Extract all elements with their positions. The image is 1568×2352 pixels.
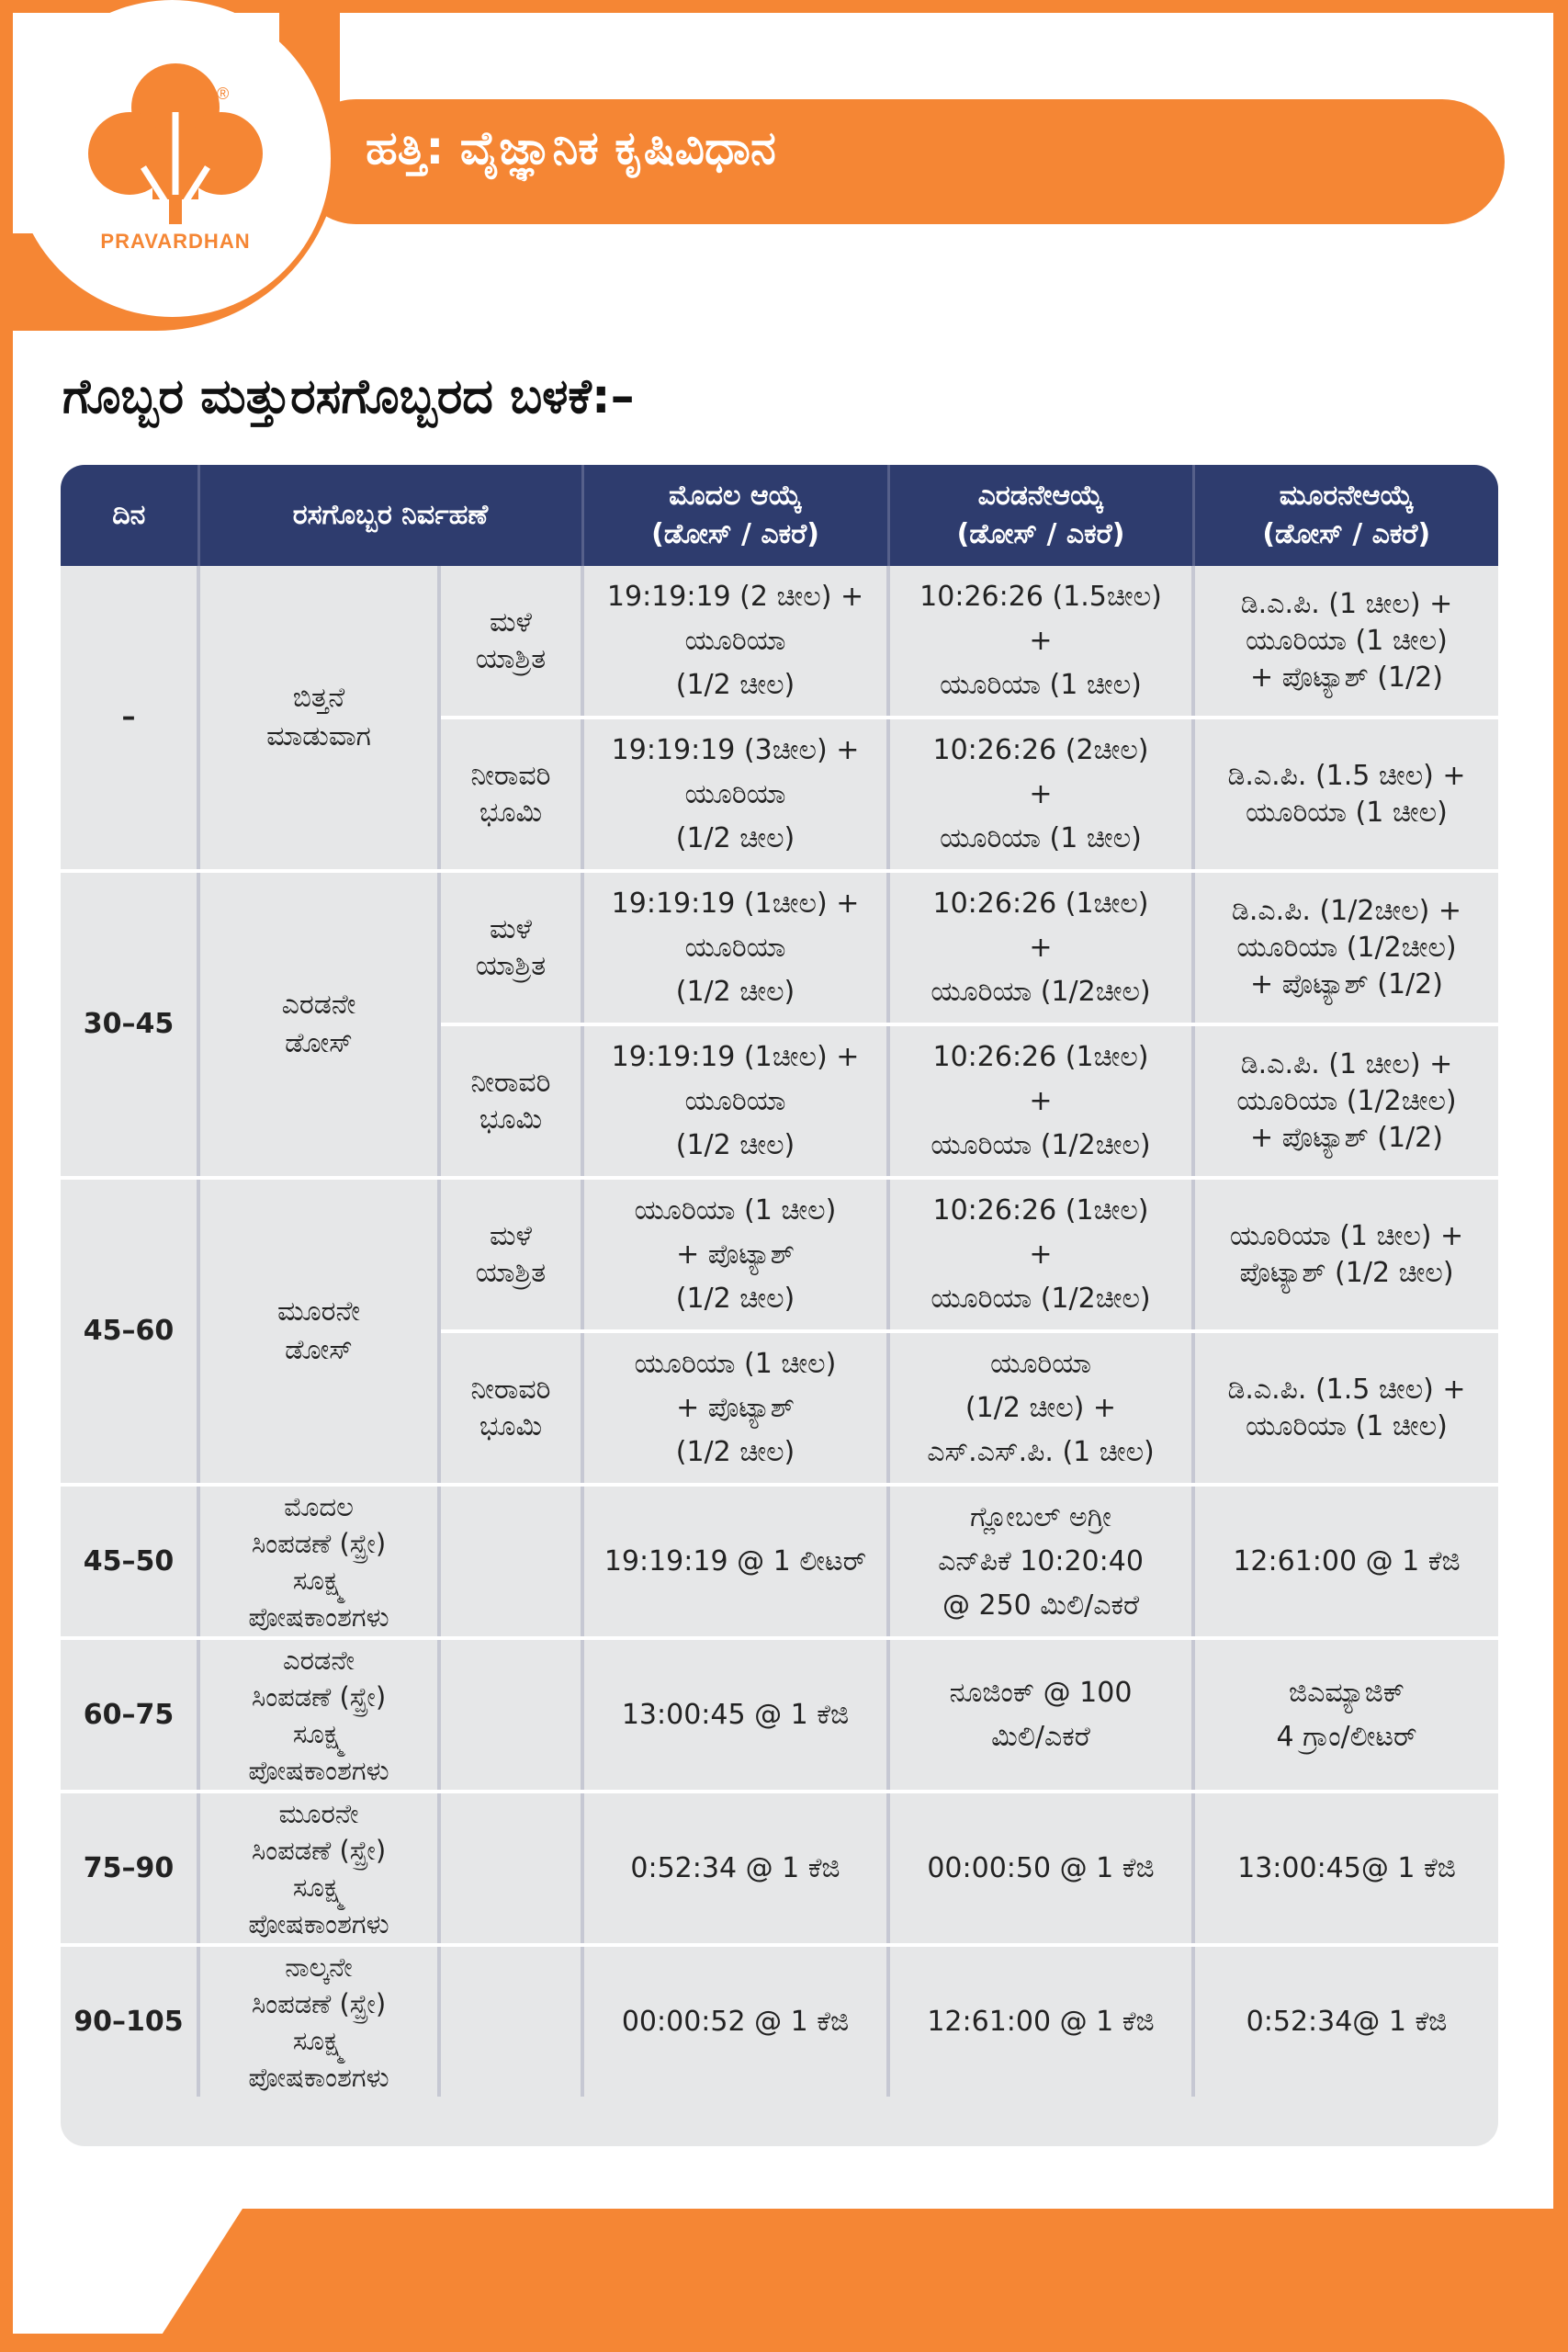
spray-row [61,1485,1498,1638]
dose-name-line: ಡೋಸ್ [285,1334,353,1366]
spray-name-cell [198,1485,439,1638]
dose-line: 00:00:52 @ 1 ಕೆಜಿ [621,2005,850,2038]
land-type-line: ಯಾಶ್ರಿತ [475,949,547,982]
option-1-cell [582,1485,888,1638]
dose-line: + ಪೊಟ್ಯಾಶ್ (1/2) [1250,967,1443,1001]
option-2-cell [888,1024,1193,1178]
dose-line: 12:61:00 @ 1 ಕೆಜಿ [1233,1544,1461,1577]
spray-row [61,1638,1498,1792]
dose-line: ಯೂರಿಯಾ [684,1084,786,1117]
table-header-row [61,465,1498,566]
option-2-cell [888,1638,1193,1792]
footer-base [0,2334,1568,2352]
dose-line: 0:52:34 @ 1 ಕೆಜಿ [630,1851,840,1884]
dose-line: (1/2 ಚೀಲ) [675,975,795,1008]
option-2-cell [888,718,1193,871]
dose-name-line: ಎರಡನೇ [281,989,356,1021]
header-option-2-unit: (ಡೋಸ್ / ಎಕರೆ) [956,518,1125,550]
header-option-1-unit: (ಡೋಸ್ / ಎಕರೆ) [651,518,819,550]
spray-name-line: ನಾಲ್ಕನೇ [285,1951,353,1983]
spray-name-cell [198,1945,439,2097]
dose-line: ಯೂರಿಯಾ (1 ಚೀಲ) [1246,1409,1448,1442]
dose-line: ಎನ್‌ಪಿಕೆ 10:20:40 [938,1544,1144,1577]
land-type-cell [439,718,582,871]
dose-line: ಡಿ.ಎ.ಪಿ. (1.5 ಚೀಲ) + [1227,759,1466,792]
land-type-line: ಭೂಮಿ [479,1409,543,1442]
dose-line: ಯೂರಿಯಾ (1/2ಚೀಲ) [931,1128,1151,1161]
spray-name-line: ಪೋಷಕಾಂಶಗಳು [248,1907,389,1939]
dose-line: ಯೂರಿಯಾ (1 ಚೀಲ) [1246,624,1448,657]
spray-name-line: ಪೋಷಕಾಂಶಗಳು [248,1754,389,1786]
dose-line: ಯೂರಿಯಾ [990,1347,1091,1380]
dose-line: 10:26:26 (2ಚೀಲ) [932,733,1149,766]
spray-name-line: ಸಿಂಪಡಣೆ (ಸ್ಪ್ರೇ) [251,1680,387,1713]
table-row [61,566,1498,718]
dose-line: ಯೂರಿಯಾ (1/2ಚೀಲ) [931,1282,1151,1315]
option-3-cell [1193,1945,1498,2097]
dose-line: ಯೂರಿಯಾ (1/2ಚೀಲ) [1236,1084,1457,1117]
frame-left [0,0,13,2352]
dose-line: + [1029,777,1053,810]
spray-name-line: ಮೊದಲ [284,1490,354,1522]
day-cell: – [61,566,198,871]
header-option-1-title: ಮೊದಲ ಆಯ್ಕೆ [669,480,802,512]
header-option-1 [582,465,888,566]
dose-line: ಜಿಎಮ್ಯಾಜಿಕ್ [1288,1676,1405,1709]
dose-name-cell [198,871,439,1178]
land-type-cell [439,1331,582,1485]
section-title: ಗೊಬ್ಬರ ಮತ್ತುರಸಗೊಬ್ಬರದ ಬಳಕೆ:– [62,369,635,424]
option-2-cell [888,1485,1193,1638]
header-option-3-title: ಮೂರನೇಆಯ್ಕೆ [1279,480,1414,512]
dose-line: (1/2 ಚೀಲ) + [964,1391,1117,1424]
dose-line: ಯೂರಿಯಾ [684,777,786,810]
spray-name-cell [198,1792,439,1945]
registered-mark: ® [217,85,230,103]
day-cell: 45–50 [61,1485,198,1638]
option-2-cell [888,1792,1193,1945]
dose-line: ಯೂರಿಯಾ (1/2ಚೀಲ) [931,975,1151,1008]
dose-line: 13:00:45 @ 1 ಕೆಜಿ [621,1698,850,1731]
dose-line: (1/2 ಚೀಲ) [675,668,795,701]
empty-cell [439,1945,582,2097]
land-type-line: ಮಳೆ [489,605,533,639]
dose-line: ಯೂರಿಯಾ (1/2ಚೀಲ) [1236,931,1457,964]
header-day: ದಿನ [61,465,198,566]
dose-line: ಎಸ್.ಎಸ್.ಪಿ. (1 ಚೀಲ) [927,1435,1155,1468]
page-title: ಹತ್ತಿ: ವೈಜ್ಞಾನಿಕ ಕೃಷಿವಿಧಾನ [366,121,776,175]
dose-line: 19:19:19 @ 1 ಲೀಟರ್ [604,1544,867,1577]
footer-band [0,2209,1568,2352]
spray-name-line: ಪೋಷಕಾಂಶಗಳು [248,2061,389,2093]
dose-line: ಡಿ.ಎ.ಪಿ. (1 ಚೀಲ) + [1240,1047,1453,1080]
dose-name-line: ಮೂರನೇ [276,1295,361,1328]
header-option-2 [888,465,1193,566]
dose-line: (1/2 ಚೀಲ) [675,1282,795,1315]
empty-cell [439,1638,582,1792]
dose-line: + ಪೊಟ್ಯಾಶ್ (1/2) [1250,661,1443,694]
dose-line: ಪೊಟ್ಯಾಶ್ (1/2 ಚೀಲ) [1239,1256,1454,1289]
land-type-line: ನೀರಾವರಿ [470,1373,551,1406]
land-type-line: ಮಳೆ [489,1219,533,1252]
dose-name-line: ಮಾಡುವಾಗ [266,720,371,752]
dose-line: ಯೂರಿಯಾ (1 ಚೀಲ) [940,668,1142,701]
option-3-cell [1193,1178,1498,1331]
dose-line: ಯೂರಿಯಾ [684,624,786,657]
spray-name-line: ಮೂರನೇ [278,1797,359,1829]
spray-name-line: ಸೂಕ್ಷ್ಮ [292,1871,345,1903]
spray-name-line: ಸೂಕ್ಷ್ಮ [292,1717,345,1749]
dose-name-line: ಡೋಸ್ [285,1027,353,1059]
day-cell: 45–60 [61,1178,198,1485]
dose-line: ಡಿ.ಎ.ಪಿ. (1 ಚೀಲ) + [1240,587,1453,620]
option-3-cell [1193,1331,1498,1485]
option-2-cell [888,566,1193,718]
option-3-cell [1193,1485,1498,1638]
option-1-cell [582,1638,888,1792]
dose-line: + ಪೊಟ್ಯಾಶ್ [676,1238,795,1271]
option-2-cell [888,1945,1193,2097]
spray-row [61,1945,1498,2097]
option-1-cell [582,1331,888,1485]
dose-name-line: ಬಿತ್ತನೆ [292,682,345,714]
dose-line: + [1029,1238,1053,1271]
option-1-cell [582,871,888,1024]
table-row [61,1178,1498,1331]
dose-line: 10:26:26 (1ಚೀಲ) [932,1040,1149,1073]
dose-line: ಗ್ಲೋಬಲ್ ಅಗ್ರೀ [970,1500,1111,1533]
dose-line: 12:61:00 @ 1 ಕೆಜಿ [927,2005,1155,2038]
dose-line: 19:19:19 (1ಚೀಲ) + [611,1040,860,1073]
dose-line: ಡಿ.ಎ.ಪಿ. (1.5 ಚೀಲ) + [1227,1373,1466,1406]
option-1-cell [582,1178,888,1331]
spray-name-cell [198,1638,439,1792]
dose-line: 10:26:26 (1ಚೀಲ) [932,1193,1149,1227]
option-1-cell [582,1792,888,1945]
option-1-cell [582,1945,888,2097]
spray-name-line: ಸಿಂಪಡಣೆ (ಸ್ಪ್ರೇ) [251,1834,387,1866]
option-3-cell [1193,718,1498,871]
dose-line: (1/2 ಚೀಲ) [675,821,795,854]
empty-cell [439,1792,582,1945]
day-cell: 90–105 [61,1945,198,2097]
dose-line: 19:19:19 (1ಚೀಲ) + [611,887,860,920]
dose-line: 10:26:26 (1ಚೀಲ) [932,887,1149,920]
dose-line: ಯೂರಿಯಾ (1 ಚೀಲ) [634,1347,837,1380]
dose-line: ಮಿಲಿ/ಎಕರೆ [991,1720,1090,1753]
option-1-cell [582,718,888,871]
option-3-cell [1193,871,1498,1024]
option-3-cell [1193,1024,1498,1178]
option-3-cell [1193,1638,1498,1792]
brand-name: PRAVARDHAN [100,230,251,253]
dose-line: ಯೂರಿಯಾ [684,931,786,964]
spray-name-line: ಸಿಂಪಡಣೆ (ಸ್ಪ್ರೇ) [251,1527,387,1559]
header-option-3-unit: (ಡೋಸ್ / ಎಕರೆ) [1262,518,1431,550]
land-type-line: ನೀರಾವರಿ [470,759,551,792]
dose-line: 19:19:19 (3ಚೀಲ) + [611,733,860,766]
option-1-cell [582,566,888,718]
dose-line: + [1029,931,1053,964]
dose-line: + ಪೊಟ್ಯಾಶ್ (1/2) [1250,1121,1443,1154]
dose-line: + [1029,624,1053,657]
land-type-cell [439,1024,582,1178]
spray-name-line: ಎರಡನೇ [282,1644,355,1676]
spray-name-line: ಸೂಕ್ಷ್ಮ [292,2024,345,2056]
day-cell: 30–45 [61,871,198,1178]
table-row [61,871,1498,1024]
land-type-line: ಯಾಶ್ರಿತ [475,1256,547,1289]
land-type-line: ಭೂಮಿ [479,796,543,829]
option-3-cell [1193,566,1498,718]
land-type-line: ಮಳೆ [489,912,533,945]
frame-right [1553,0,1568,2352]
spray-name-line: ಸಿಂಪಡಣೆ (ಸ್ಪ್ರೇ) [251,1987,387,2019]
land-type-cell [439,566,582,718]
land-type-line: ಯಾಶ್ರಿತ [475,642,547,675]
dose-name-cell [198,1178,439,1485]
dose-line: + [1029,1084,1053,1117]
land-type-cell [439,871,582,1024]
empty-cell [439,1485,582,1638]
dose-line: @ 250 ಮಿಲಿ/ಎಕರೆ [942,1589,1140,1622]
dose-line: ಯೂರಿಯಾ (1 ಚೀಲ) [634,1193,837,1227]
day-cell: 75–90 [61,1792,198,1945]
day-cell: 60–75 [61,1638,198,1792]
dose-line: 00:00:50 @ 1 ಕೆಜಿ [927,1851,1155,1884]
dose-line: ಯೂರಿಯಾ (1 ಚೀಲ) [940,821,1142,854]
option-2-cell [888,871,1193,1024]
header-option-2-title: ಎರಡನೇಆಯ್ಕೆ [977,480,1104,512]
spray-name-line: ಪೋಷಕಾಂಶಗಳು [248,1600,389,1633]
header-option-3 [1193,465,1498,566]
option-2-cell [888,1178,1193,1331]
dose-line: 10:26:26 (1.5ಚೀಲ) [919,580,1162,613]
dose-line: 4 ಗ್ರಾಂ/ಲೀಟರ್ [1276,1720,1417,1753]
dose-line: ಡಿ.ಎ.ಪಿ. (1/2ಚೀಲ) + [1231,894,1462,927]
option-1-cell [582,1024,888,1178]
dose-line: 13:00:45@ 1 ಕೆಜಿ [1237,1851,1456,1884]
dose-name-cell [198,566,439,871]
option-2-cell [888,1331,1193,1485]
dose-line: ಯೂರಿಯಾ (1 ಚೀಲ) + [1229,1219,1464,1252]
dose-line: + ಪೊಟ್ಯಾಶ್ [676,1391,795,1424]
dose-line: ನೂಜಿಂಕ್ @ 100 [949,1676,1133,1709]
header-management: ರಸಗೊಬ್ಬರ ನಿರ್ವಹಣೆ [198,465,582,566]
land-type-line: ನೀರಾವರಿ [470,1066,551,1099]
dose-line: 0:52:34@ 1 ಕೆಜಿ [1246,2005,1448,2038]
land-type-line: ಭೂಮಿ [479,1102,543,1136]
dose-line: (1/2 ಚೀಲ) [675,1128,795,1161]
land-type-cell [439,1178,582,1331]
spray-name-line: ಸೂಕ್ಷ್ಮ [292,1564,345,1596]
spray-row [61,1792,1498,1945]
fertilizer-table [61,465,1498,2146]
dose-line: (1/2 ಚೀಲ) [675,1435,795,1468]
option-3-cell [1193,1792,1498,1945]
dose-line: 19:19:19 (2 ಚೀಲ) + [606,580,864,613]
dose-line: ಯೂರಿಯಾ (1 ಚೀಲ) [1246,796,1448,829]
